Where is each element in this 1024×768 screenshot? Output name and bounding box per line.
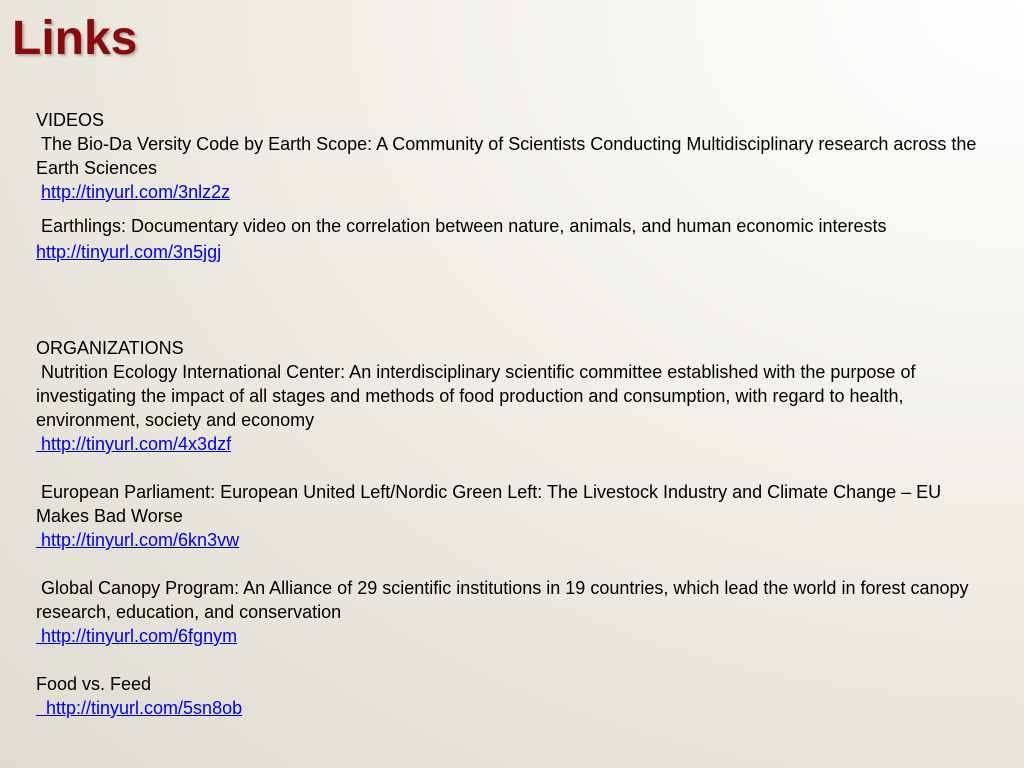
org-desc-nutrition-ecology: Nutrition Ecology International Center: An interdisciplinary scientific committee established with the purpose of investigating the impact of all stages and methods of food production and consumption, with regard to health, environment, society and economy <box>36 362 921 430</box>
org-desc-european-parliament: European Parliament: European United Left/Nordic Green Left: The Livestock Industry and Climate Change – EU Makes Bad Worse <box>36 482 947 526</box>
organizations-heading: ORGANIZATIONS <box>36 338 184 358</box>
org-link-european-parliament[interactable]: http://tinyurl.com/6kn3vw <box>36 530 240 550</box>
org-link-nutrition-ecology[interactable]: http://tinyurl.com/4x3dzf <box>36 434 232 454</box>
video-link-earthlings[interactable]: http://tinyurl.com/3n5jgj <box>36 242 222 262</box>
org-link-row <box>36 432 990 456</box>
org-link-row <box>36 624 990 648</box>
video-link-row <box>36 240 990 264</box>
org-link-food-vs-feed[interactable]: http://tinyurl.com/5sn8ob <box>36 698 243 718</box>
slide-title: Links <box>12 12 138 65</box>
org-link-global-canopy[interactable]: http://tinyurl.com/6fgnym <box>36 626 238 646</box>
org-link-row <box>36 528 990 552</box>
content <box>36 108 990 720</box>
video-desc-biodiversity: The Bio-Da Versity Code by Earth Scope: A Community of Scientists Conducting Multidisciplinary research across the Earth Sciences <box>36 134 982 178</box>
video-desc-earthlings: Earthlings: Documentary video on the correlation between nature, animals, and human economic interests <box>36 216 887 236</box>
org-desc-food-vs-feed: Food vs. Feed <box>36 674 152 694</box>
org-desc-global-canopy: Global Canopy Program: An Alliance of 29 scientific institutions in 19 countries, which lead the world in forest canopy research, education, and conservation <box>36 578 974 622</box>
videos-heading: VIDEOS <box>36 110 105 130</box>
video-link-row <box>36 180 990 204</box>
video-link-biodiversity[interactable]: http://tinyurl.com/3nlz2z <box>41 182 231 202</box>
org-link-row <box>36 696 990 720</box>
